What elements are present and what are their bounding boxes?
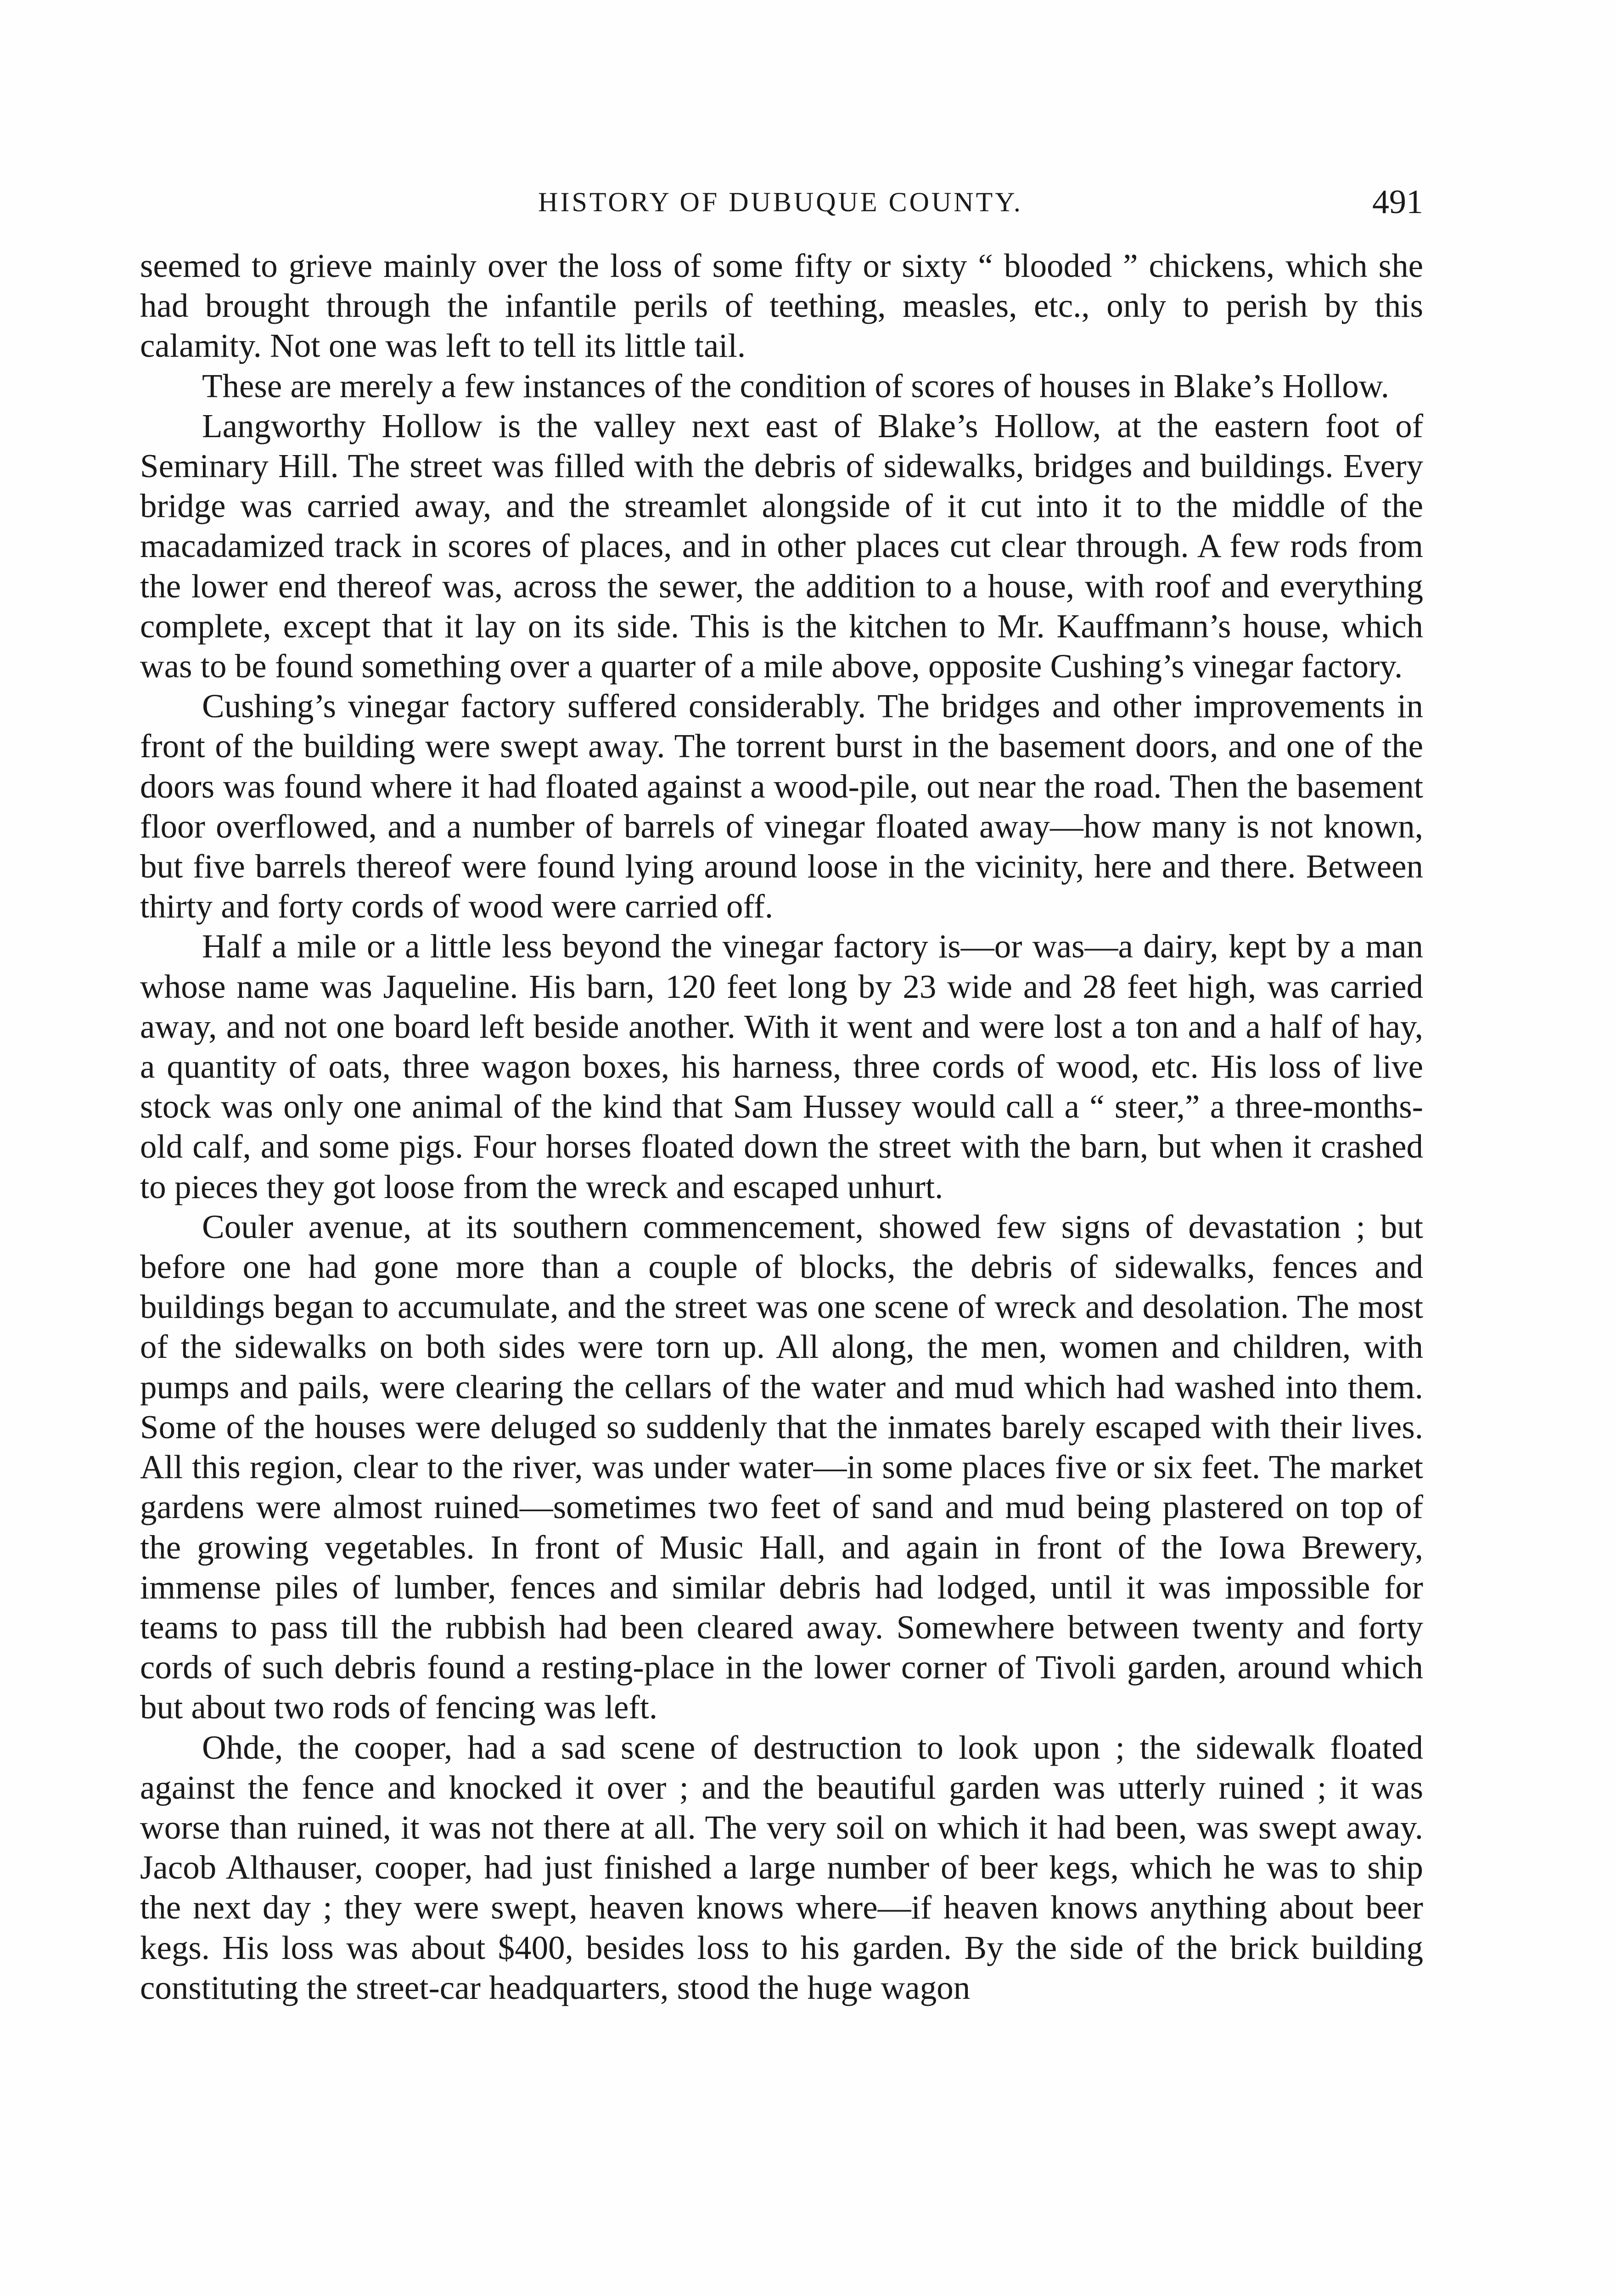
paragraph-continued: seemed to grieve mainly over the loss of some fifty or sixty “ blooded ” chickens, which she had brought through the infantile perils of teething, measles, etc., only to perish by this calamity. Not one was left to tell its little tail. (140, 247, 1423, 365)
running-head (138, 181, 1423, 223)
paragraph: These are merely a few instances of the condition of scores of houses in Blake’s Hollow. (202, 367, 1390, 405)
paragraph: Cushing’s vinegar factory suffered considerably. The bridges and other improvements in front of the building were swept away. The torrent burst in the basement doors, and one of the doors was found where it had floated against a wood-pile, out near the road. Then the basement floor overflowed, and a number of barrels of vinegar floated away—how many is not known, but five barrels thereof were found lying around loose in the vicinity, here and there. Between thirty and forty cords of wood were carried off. (140, 687, 1423, 925)
paragraph: Langworthy Hollow is the valley next east of Blake’s Hollow, at the eastern foot of Seminary Hill. The street was filled with the debris of sidewalks, bridges and buildings. Every bridge was carried away, and the streamlet alongside of it cut into it to the middle of the macadamized track in scores of places, and in other places cut clear through. A few rods from the lower end thereof was, across the sewer, the addition to a house, with roof and everything complete, except that it lay on its side. This is the kitchen to Mr. Kauffmann’s house, which was to be found something over a quarter of a mile above, opposite Cushing’s vinegar factory. (140, 407, 1423, 685)
paragraph: Ohde, the cooper, had a sad scene of destruction to look upon ; the sidewalk floated against the fence and knocked it over ; and the beautiful garden was utterly ruined ; it was worse than ruined, it was not there at all. The very soil on which it had been, was swept away. Jacob Althauser, cooper, had just finished a large number of beer kegs, which he was to ship the next day ; they were swept, heaven knows where—if heaven knows anything about beer kegs. His loss was about $400, besides loss to his garden. By the side of the brick building constituting the street-car headquarters, stood the huge wagon (140, 1728, 1423, 2006)
paragraph: Half a mile or a little less beyond the vinegar factory is—or was—a dairy, kept by a man whose name was Jaqueline. His barn, 120 feet long by 23 wide and 28 feet high, was carried away, and not one board left beside another. With it went and were lost a ton and a half of hay, a quantity of oats, three wagon boxes, his harness, three cords of wood, etc. His loss of live stock was only one animal of the kind that Sam Hussey would call a “ steer,” a three-months-old calf, and some pigs. Four horses floated down the street with the barn, but when it crashed to pieces they got loose from the wreck and escaped unhurt. (140, 928, 1423, 1205)
page-number: 491 (1372, 183, 1423, 221)
body-text (140, 246, 1423, 2008)
paragraph: Couler avenue, at its southern commencement, showed few signs of devastation ; but before one had gone more than a couple of blocks, the debris of sidewalks, fences and buildings began to accumulate, and the street was one scene of wreck and desolation. The most of the sidewalks on both sides were torn up. All along, the men, women and children, with pumps and pails, were clearing the cellars of the water and mud which had washed into them. Some of the houses were deluged so suddenly that the inmates barely escaped with their lives. All this region, clear to the river, was under water—in some places five or six feet. The market gardens were almost ruined—sometimes two feet of sand and mud being plastered on top of the growing vegetables. In front of Music Hall, and again in front of the Iowa Brewery, immense piles of lumber, fences and similar debris had lodged, until it was impossible for teams to pass till the rubbish had been cleared away. Somewhere between twenty and forty cords of such debris found a resting-place in the lower corner of Tivoli garden, around which but about two rods of fencing was left. (140, 1208, 1423, 1726)
running-title: HISTORY OF DUBUQUE COUNTY. (538, 187, 1023, 217)
